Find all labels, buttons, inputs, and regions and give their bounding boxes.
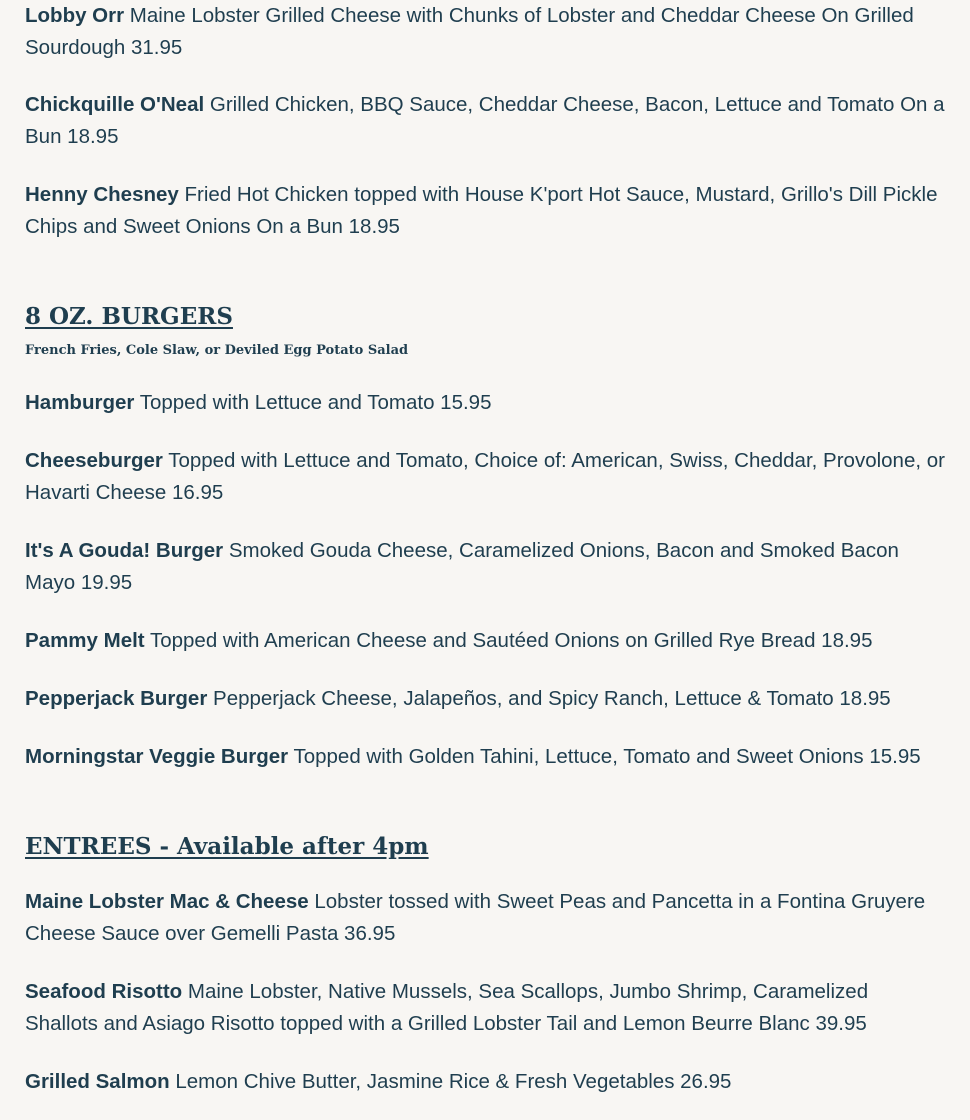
menu-item-description: Grilled Chicken, BBQ Sauce, Cheddar Cheese, Bacon, Lettuce and Tomato On a Bun 18.95 (25, 93, 945, 148)
menu-item-name: Chickquille O'Neal (25, 93, 205, 116)
menu-item-name: Seafood Risotto (25, 980, 183, 1003)
menu-item-description: Maine Lobster, Native Mussels, Sea Scallops, Jumbo Shrimp, Caramelized Shallots and Asiago Risotto topped with a Grilled Lobster Tail and Lemon Beurre Blanc 39.95 (25, 980, 869, 1035)
menu-item-name: Cheeseburger (25, 449, 163, 472)
menu-item-pepperjack-burger (25, 683, 945, 715)
menu-item-description: Smoked Gouda Cheese, Caramelized Onions, Bacon and Smoked Bacon Mayo 19.95 (25, 539, 899, 594)
menu-item-veggie-burger (25, 741, 945, 773)
menu-item-description: Topped with Golden Tahini, Lettuce, Tomato and Sweet Onions 15.95 (293, 745, 921, 768)
menu-item-chickquille-oneal (25, 89, 945, 153)
menu-item-cheeseburger (25, 445, 945, 509)
menu-item-grilled-salmon (25, 1066, 945, 1098)
menu-item-name: Henny Chesney (25, 183, 179, 206)
menu-item-name: Maine Lobster Mac & Cheese (25, 890, 309, 913)
section-title-entrees: ENTREES - Available after 4pm (25, 833, 429, 860)
menu-item-lobby-orr (25, 0, 945, 64)
menu-item-description: Topped with American Cheese and Sautéed Onions on Grilled Rye Bread 18.95 (149, 629, 873, 652)
menu-item-name: Grilled Salmon (25, 1070, 170, 1093)
menu-item-description: Topped with Lettuce and Tomato, Choice of: American, Swiss, Cheddar, Provolone, or Havarti Cheese 16.95 (25, 449, 945, 504)
menu-item-description: Pepperjack Cheese, Jalapeños, and Spicy Ranch, Lettuce & Tomato 18.95 (213, 687, 891, 710)
menu-item-gouda-burger (25, 535, 945, 599)
menu-item-seafood-risotto (25, 976, 945, 1040)
menu-item-name: Morningstar Veggie Burger (25, 745, 289, 768)
menu-item-pammy-melt (25, 625, 945, 657)
menu-item-description: Lemon Chive Butter, Jasmine Rice & Fresh Vegetables 26.95 (175, 1070, 732, 1093)
menu-item-name: Hamburger (25, 391, 135, 414)
menu-item-henny-chesney (25, 179, 945, 243)
menu-item-name: Pammy Melt (25, 629, 145, 652)
menu-item-description: Topped with Lettuce and Tomato 15.95 (139, 391, 492, 414)
section-subtitle-burgers: French Fries, Cole Slaw, or Deviled Egg Potato Salad (25, 343, 409, 358)
menu-item-name: Pepperjack Burger (25, 687, 208, 710)
menu-item-description: Maine Lobster Grilled Cheese with Chunks of Lobster and Cheddar Cheese On Grilled Sourdough 31.95 (25, 4, 914, 59)
menu-item-lobster-mac-cheese (25, 886, 945, 950)
section-title-burgers: 8 OZ. BURGERS (25, 303, 233, 330)
menu-item-name: It's A Gouda! Burger (25, 539, 224, 562)
menu-item-description: Lobster tossed with Sweet Peas and Pancetta in a Fontina Gruyere Cheese Sauce over Gemelli Pasta 36.95 (25, 890, 926, 945)
menu-item-name: Lobby Orr (25, 4, 125, 27)
menu-item-hamburger (25, 387, 945, 419)
menu-item-description: Fried Hot Chicken topped with House K'port Hot Sauce, Mustard, Grillo's Dill Pickle Chips and Sweet Onions On a Bun 18.95 (25, 183, 938, 238)
